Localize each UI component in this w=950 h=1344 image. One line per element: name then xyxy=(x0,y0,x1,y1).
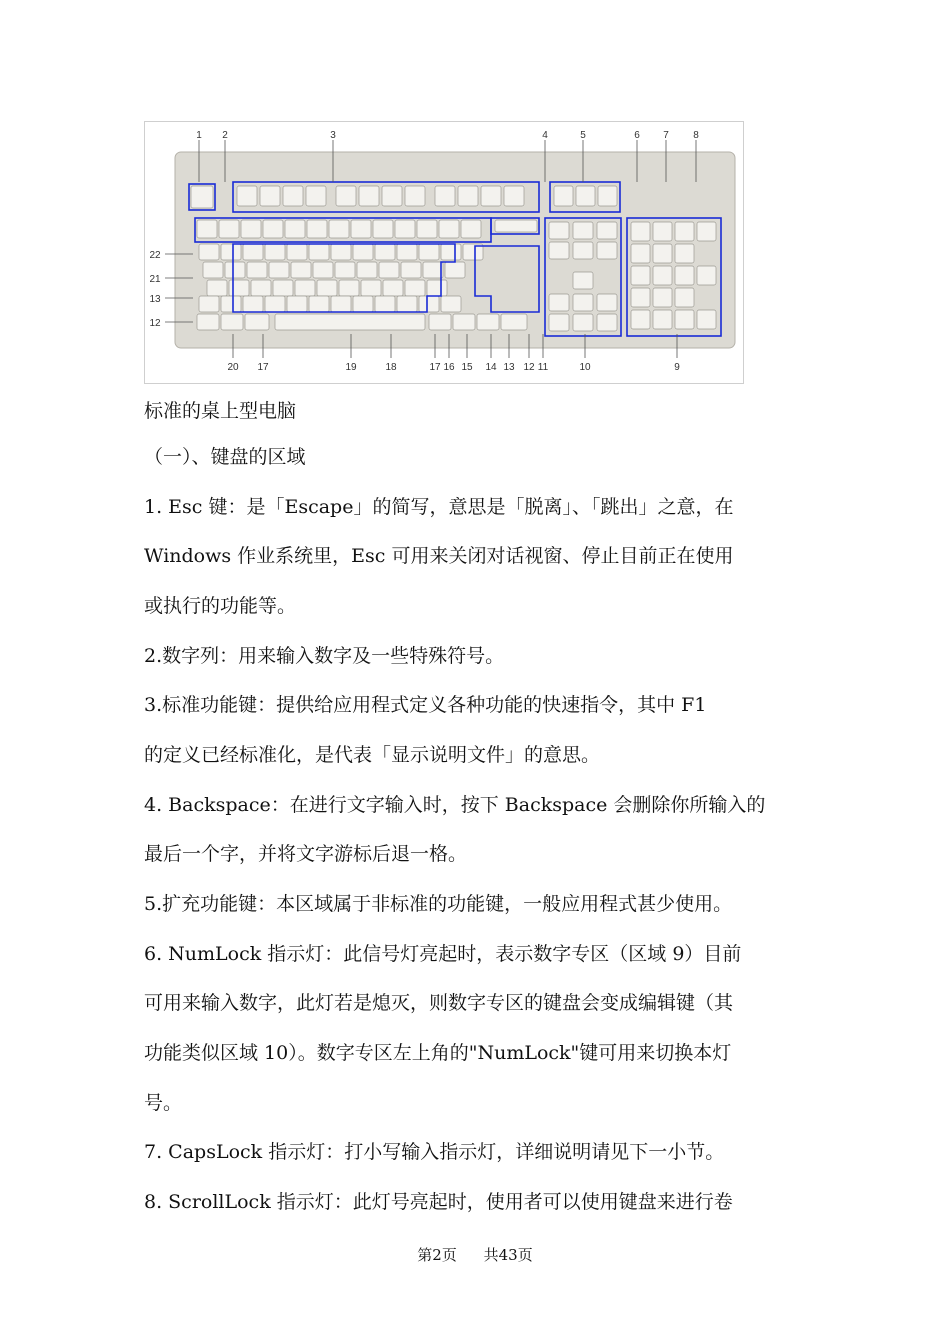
key xyxy=(265,296,285,312)
key xyxy=(405,186,425,206)
key xyxy=(383,280,403,296)
key xyxy=(397,244,417,260)
callout-number: 21 xyxy=(149,274,161,285)
key xyxy=(653,288,672,307)
key xyxy=(423,262,443,278)
key xyxy=(243,244,263,260)
key xyxy=(597,242,617,259)
key xyxy=(245,314,269,330)
key xyxy=(335,262,355,278)
callout-number: 1 xyxy=(196,130,202,141)
key xyxy=(697,310,716,329)
key xyxy=(445,262,465,278)
text-line: 最后一个字，并将文字游标后退一格。 xyxy=(144,843,468,865)
key xyxy=(495,220,537,232)
key xyxy=(241,220,261,238)
text-line: 1. Esc 键：是「Escape」的简写，意思是「脱离」、「跳出」之意，在 xyxy=(144,496,734,518)
key xyxy=(313,262,333,278)
callout-number: 14 xyxy=(485,362,497,373)
section-title: （一）、键盘的区域 xyxy=(144,446,306,468)
key xyxy=(631,266,650,285)
text-line: 6. NumLock 指示灯：此信号灯亮起时，表示数字专区（区域 9）目前 xyxy=(144,943,742,965)
callout-number: 19 xyxy=(345,362,357,373)
key xyxy=(675,244,694,263)
key xyxy=(283,186,303,206)
key xyxy=(237,186,257,206)
key xyxy=(295,280,315,296)
key xyxy=(207,280,227,296)
key xyxy=(260,186,280,206)
key xyxy=(419,296,439,312)
key xyxy=(631,222,650,241)
page-footer xyxy=(0,1244,950,1265)
key xyxy=(197,220,217,238)
callout-number: 11 xyxy=(537,362,549,373)
callout-number: 12 xyxy=(149,318,161,329)
key xyxy=(439,220,459,238)
key xyxy=(653,222,672,241)
key xyxy=(287,244,307,260)
callout-number: 13 xyxy=(149,294,161,305)
key xyxy=(441,244,461,260)
key xyxy=(353,296,373,312)
key xyxy=(331,244,351,260)
figure-caption: 标准的桌上型电脑 xyxy=(144,400,297,422)
key xyxy=(598,186,617,206)
callout-number: 18 xyxy=(385,362,397,373)
key xyxy=(221,296,241,312)
key xyxy=(477,314,499,330)
key xyxy=(697,266,716,285)
key xyxy=(247,262,267,278)
key xyxy=(401,262,421,278)
callout-number: 4 xyxy=(542,130,548,141)
text-line: 或执行的功能等。 xyxy=(144,595,297,617)
key xyxy=(573,294,593,311)
key xyxy=(243,296,263,312)
page-total: 共43页 xyxy=(483,1246,533,1264)
callout-number: 15 xyxy=(461,362,473,373)
key xyxy=(382,186,402,206)
key xyxy=(435,186,455,206)
key xyxy=(339,280,359,296)
key xyxy=(675,310,694,329)
key xyxy=(675,266,694,285)
key xyxy=(573,222,593,239)
key xyxy=(481,186,501,206)
key xyxy=(357,262,377,278)
key xyxy=(458,186,478,206)
key xyxy=(273,280,293,296)
key xyxy=(329,220,349,238)
callout-number: 17 xyxy=(257,362,269,373)
callout-number: 3 xyxy=(330,130,336,141)
text-line: 的定义已经标准化，是代表「显示说明文件」的意思。 xyxy=(144,744,601,766)
callout-number: 12 xyxy=(523,362,535,373)
key xyxy=(417,220,437,238)
callout-number: 13 xyxy=(503,362,515,373)
key xyxy=(549,314,569,331)
key xyxy=(221,314,243,330)
key xyxy=(275,314,425,330)
key xyxy=(203,262,223,278)
key xyxy=(549,242,569,259)
key xyxy=(429,314,451,330)
key xyxy=(501,314,527,330)
text-line: 号。 xyxy=(144,1092,183,1114)
key xyxy=(291,262,311,278)
key xyxy=(653,244,672,263)
key xyxy=(441,296,461,312)
key xyxy=(309,296,329,312)
key xyxy=(199,296,219,312)
key xyxy=(573,314,593,331)
text-line: 4. Backspace：在进行文字输入时，按下 Backspace 会删除你所输入的 xyxy=(144,794,766,816)
key xyxy=(395,220,415,238)
callout-number: 6 xyxy=(634,130,640,141)
text-line: Windows 作业系统里，Esc 可用来关闭对话视窗、停止目前正在使用 xyxy=(144,545,734,567)
callout-number: 7 xyxy=(663,130,669,141)
key xyxy=(221,244,241,260)
callout-number: 9 xyxy=(674,362,680,373)
key xyxy=(336,186,356,206)
callout-number: 22 xyxy=(149,250,161,261)
text-line: 5.扩充功能键：本区域属于非标准的功能键，一般应用程式甚少使用。 xyxy=(144,893,733,915)
key xyxy=(251,280,271,296)
key xyxy=(631,244,650,263)
key xyxy=(265,244,285,260)
key xyxy=(197,314,219,330)
key xyxy=(631,310,650,329)
key xyxy=(263,220,283,238)
key xyxy=(317,280,337,296)
key xyxy=(461,220,481,238)
key xyxy=(427,280,447,296)
callout-number: 10 xyxy=(579,362,591,373)
key xyxy=(287,296,307,312)
key xyxy=(307,220,327,238)
key xyxy=(331,296,351,312)
callout-number: 5 xyxy=(580,130,586,141)
key xyxy=(359,186,379,206)
keyboard-figure xyxy=(144,121,744,384)
key xyxy=(375,244,395,260)
callout-number: 8 xyxy=(693,130,699,141)
key xyxy=(351,220,371,238)
callout-number: 17 xyxy=(429,362,441,373)
key xyxy=(309,244,329,260)
page-number: 第2页 xyxy=(417,1246,457,1264)
key xyxy=(573,272,593,289)
key xyxy=(353,244,373,260)
key xyxy=(219,220,239,238)
key xyxy=(554,186,573,206)
key xyxy=(697,222,716,241)
key xyxy=(361,280,381,296)
key xyxy=(379,262,399,278)
key xyxy=(549,294,569,311)
key xyxy=(373,220,393,238)
text-line: 功能类似区域 10）。数字专区左上角的"NumLock"键可用来切换本灯 xyxy=(144,1042,732,1064)
text-line: 可用来输入数字，此灯若是熄灭，则数字专区的键盘会变成编辑键（其 xyxy=(144,992,734,1014)
key xyxy=(597,294,617,311)
key xyxy=(573,242,593,259)
key xyxy=(269,262,289,278)
key xyxy=(631,288,650,307)
text-line: 2.数字列：用来输入数字及一些特殊符号。 xyxy=(144,645,505,667)
text-line: 3.标准功能键：提供给应用程式定义各种功能的快速指令，其中 F1 xyxy=(144,694,707,716)
key xyxy=(653,310,672,329)
text-line: 8. ScrollLock 指示灯：此灯号亮起时，使用者可以使用键盘来进行卷 xyxy=(144,1191,733,1213)
key xyxy=(397,296,417,312)
key xyxy=(229,280,249,296)
key xyxy=(306,186,326,206)
key xyxy=(504,186,524,206)
key xyxy=(675,288,694,307)
key xyxy=(285,220,305,238)
key xyxy=(675,222,694,241)
key xyxy=(597,222,617,239)
callout-number: 16 xyxy=(443,362,455,373)
key xyxy=(549,222,569,239)
keyboard-diagram xyxy=(145,122,743,383)
callout-number: 2 xyxy=(222,130,228,141)
key xyxy=(191,186,213,208)
callout-number: 20 xyxy=(227,362,239,373)
key xyxy=(375,296,395,312)
key xyxy=(653,266,672,285)
key xyxy=(576,186,595,206)
key xyxy=(405,280,425,296)
key xyxy=(453,314,475,330)
key xyxy=(597,314,617,331)
key xyxy=(225,262,245,278)
key xyxy=(199,244,219,260)
text-line: 7. CapsLock 指示灯：打小写输入指示灯，详细说明请见下一小节。 xyxy=(144,1141,725,1163)
key xyxy=(419,244,439,260)
